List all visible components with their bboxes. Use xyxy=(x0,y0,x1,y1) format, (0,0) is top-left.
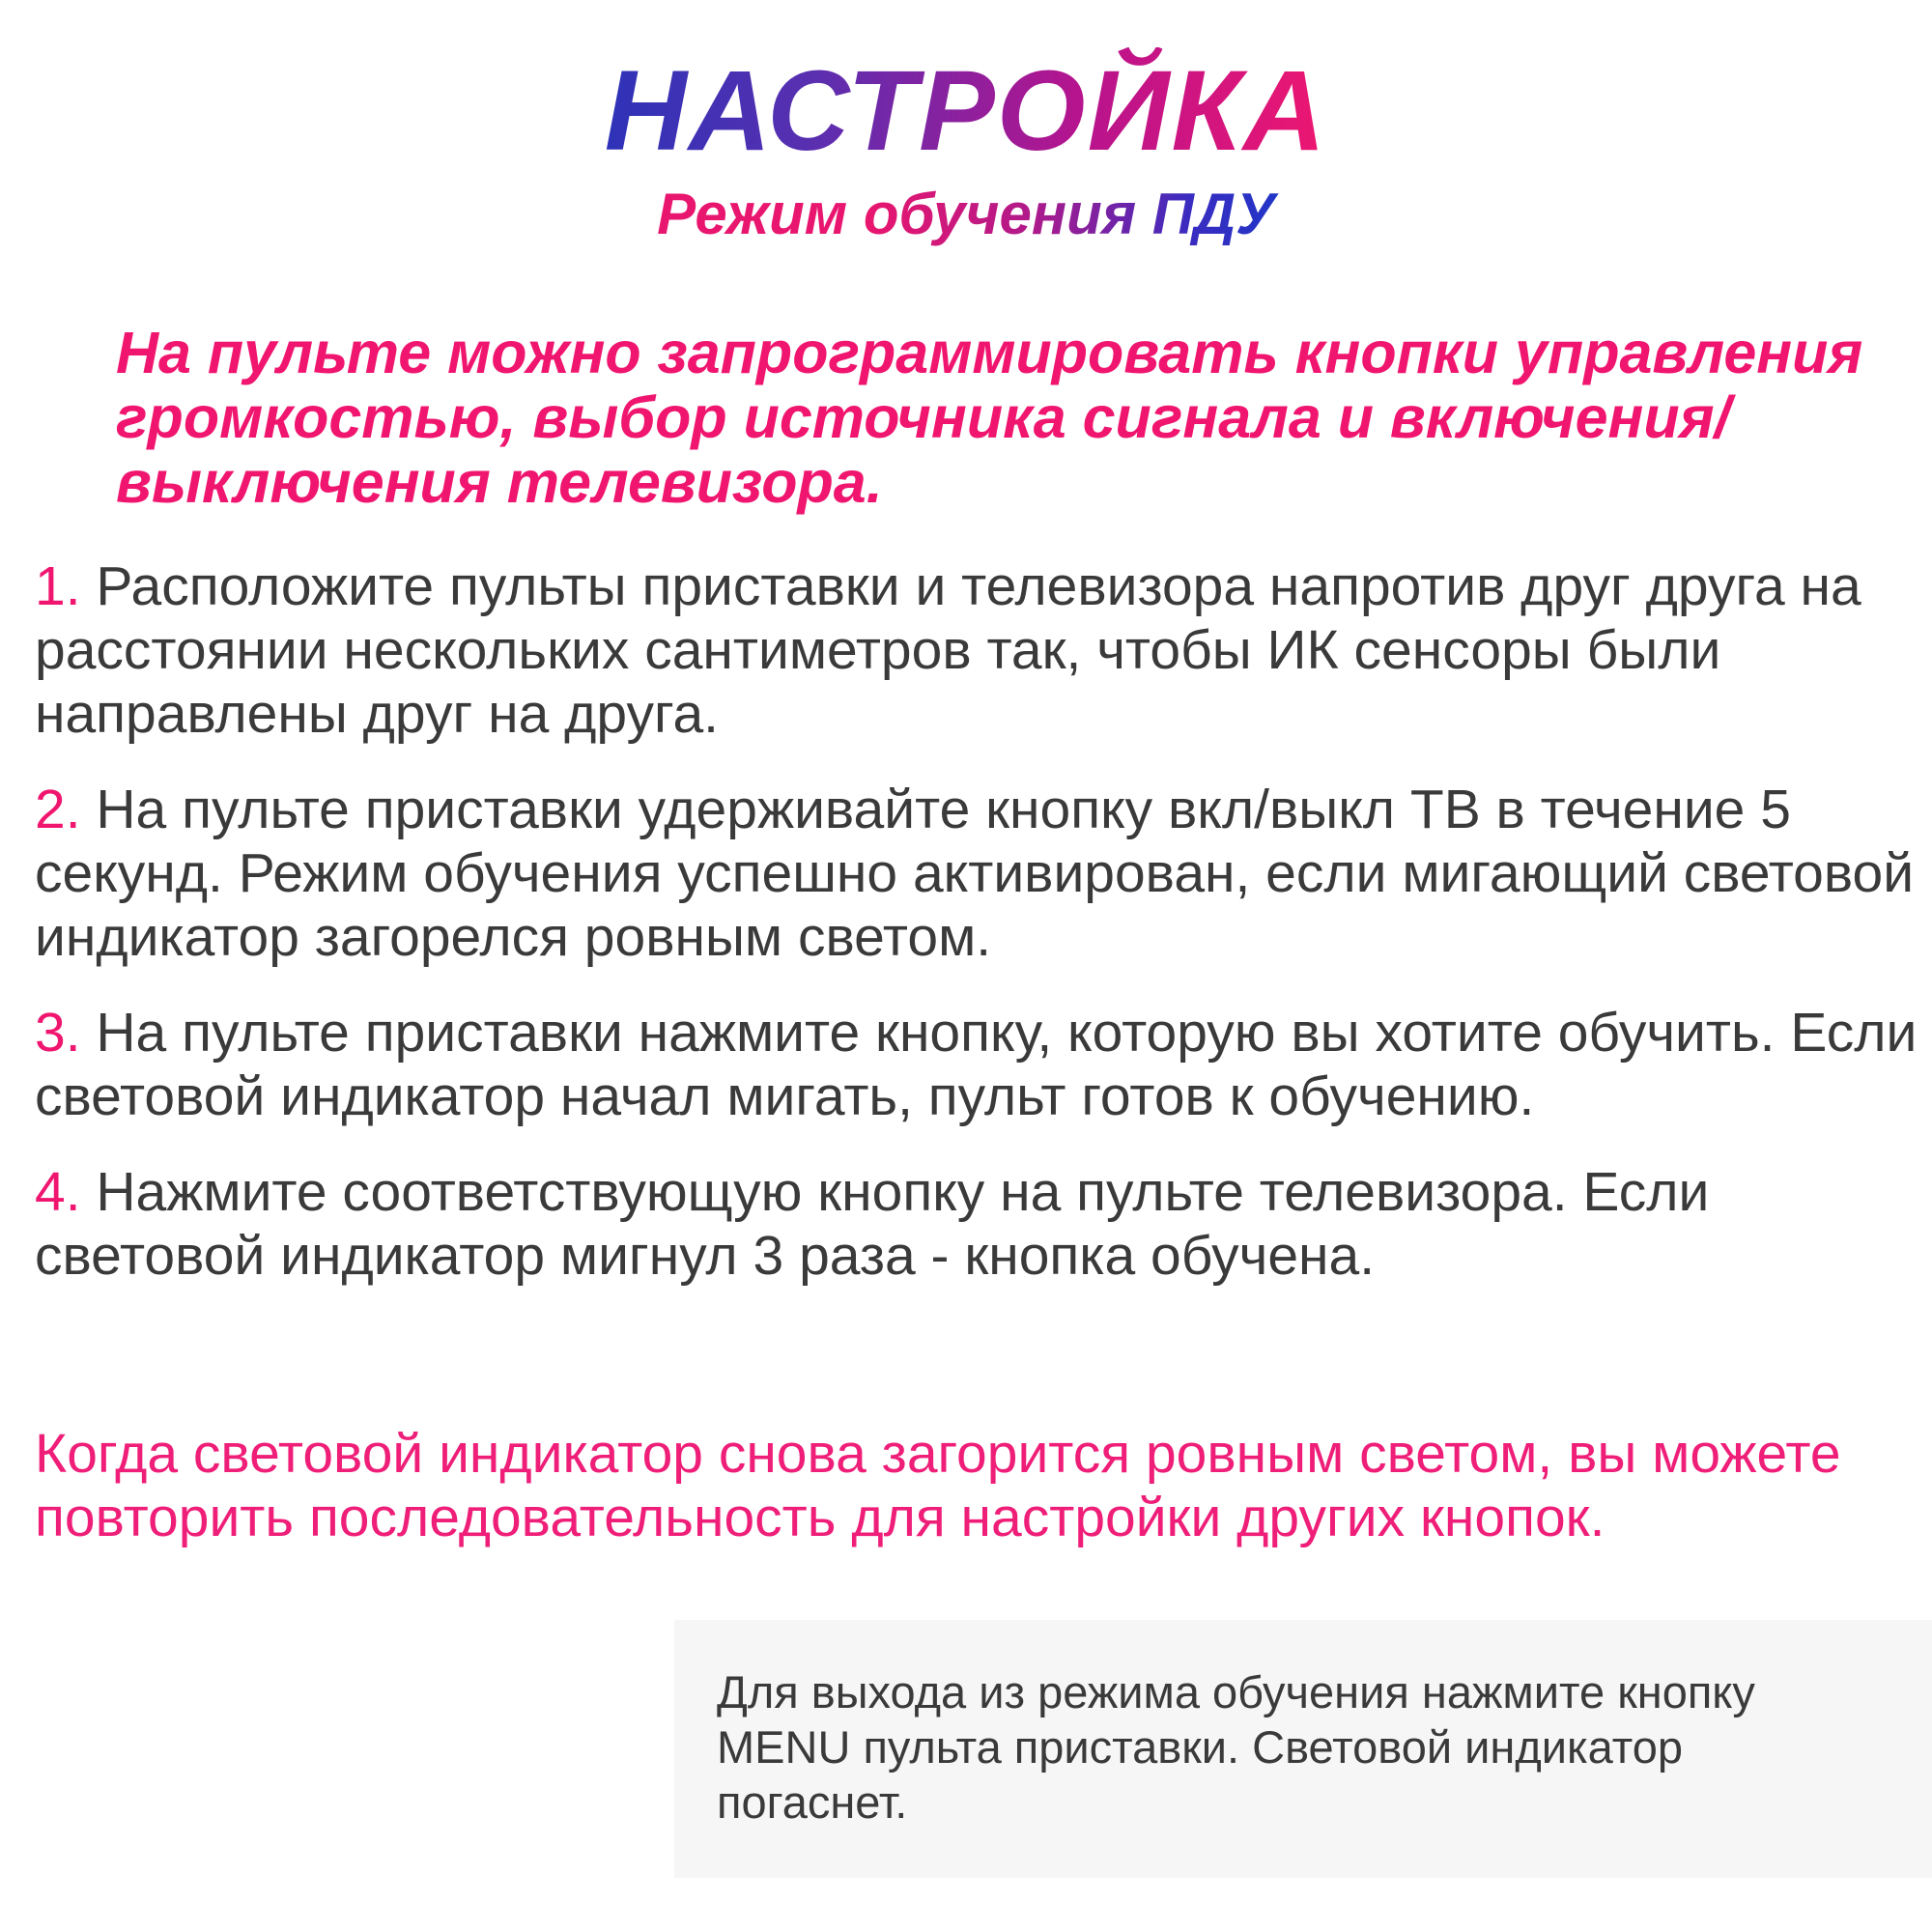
step-number: 4. xyxy=(35,1161,81,1223)
step-item xyxy=(35,554,1918,746)
step-text: Расположите пульты приставки и телевизора напротив друг друга на расстоянии нескольких сантиметров так, чтобы ИК сенсоры были направлены друг на друга. xyxy=(35,555,1861,745)
step-text: На пульте приставки нажмите кнопку, которую вы хотите обучить. Если световой индикатор начал мигать, пульт готов к обучению. xyxy=(35,1002,1918,1127)
page-subtitle xyxy=(0,176,1932,253)
page-title xyxy=(0,39,1932,184)
exit-note-box xyxy=(674,1620,1932,1878)
step-item xyxy=(35,1001,1918,1128)
step-text: На пульте приставки удерживайте кнопку вкл/выкл ТВ в течение 5 секунд. Режим обучения успешно активирован, если мигающий световой индикатор загорелся ровным светом. xyxy=(35,779,1915,968)
step-number: 2. xyxy=(35,779,81,840)
step-item xyxy=(35,1160,1918,1288)
step-text: Нажмите соответствующую кнопку на пульте телевизора. Если световой индикатор мигнул 3 раза - кнопка обучена. xyxy=(35,1161,1710,1287)
repeat-note: Когда световой индикатор снова загорится ровным светом, вы можете повторить последовательность для настройки других кнопок. xyxy=(35,1423,1841,1548)
exit-note-text: Для выхода из режима обучения нажмите кнопку MENU пульта приставки. Световой индикатор погаснет. xyxy=(717,1666,1755,1828)
intro-text: На пульте можно запрограммировать кнопки управления громкостью, выбор источника сигнала и включения/ выключения телевизора. xyxy=(116,320,1863,515)
step-number: 3. xyxy=(35,1002,81,1064)
step-number: 1. xyxy=(35,555,81,617)
page-title-text: НАСТРОЙКА xyxy=(589,47,1343,175)
step-item xyxy=(35,778,1918,969)
steps-list xyxy=(35,554,1918,1320)
page-subtitle-text: Режим обучения ПДУ xyxy=(647,182,1285,246)
